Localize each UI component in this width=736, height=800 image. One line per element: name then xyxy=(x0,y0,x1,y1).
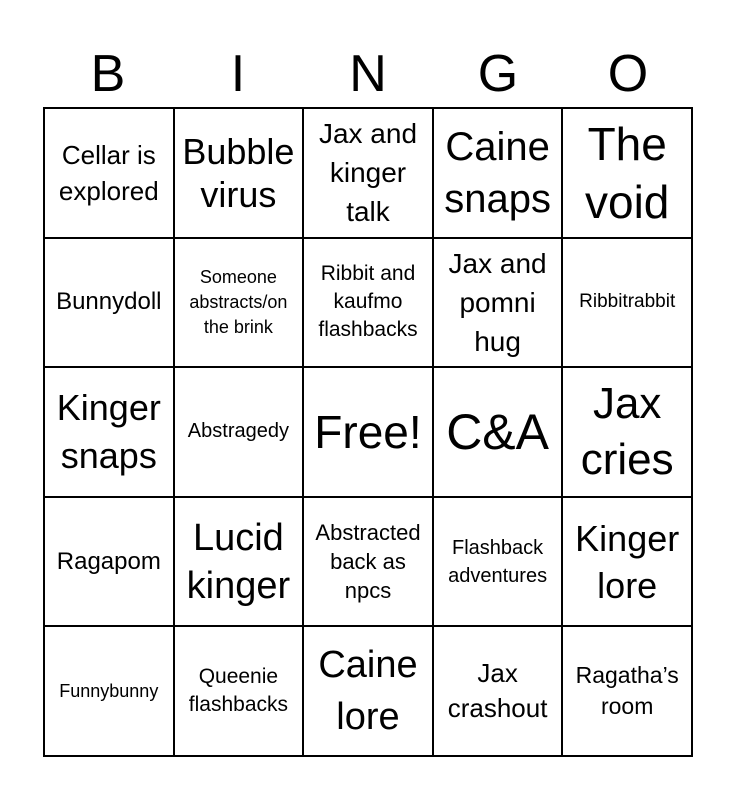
bingo-cell[interactable]: Jax crashout xyxy=(433,626,563,756)
header-letter-g: G xyxy=(477,45,519,103)
bingo-cell[interactable]: C&A xyxy=(433,367,563,497)
bingo-cell[interactable]: Cellar is explored xyxy=(44,108,174,238)
bingo-cell[interactable]: Funnybunny xyxy=(44,626,174,756)
bingo-header xyxy=(43,40,693,108)
bingo-cell[interactable]: Bunnydoll xyxy=(44,238,174,368)
bingo-cell[interactable]: Abstracted back as npcs xyxy=(303,497,433,627)
bingo-cell[interactable]: Caine lore xyxy=(303,626,433,756)
bingo-cell[interactable]: Jax cries xyxy=(562,367,692,497)
bingo-cell[interactable]: The void xyxy=(562,108,692,238)
header-letter-i: I xyxy=(230,45,246,103)
bingo-cell[interactable]: Caine snaps xyxy=(433,108,563,238)
bingo-cell[interactable]: Ragapom xyxy=(44,497,174,627)
bingo-cell[interactable]: Someone abstracts/on the brink xyxy=(174,238,304,368)
bingo-cell[interactable]: Kinger snaps xyxy=(44,367,174,497)
bingo-cell[interactable]: Lucid kinger xyxy=(174,497,304,627)
bingo-cell[interactable]: Queenie flashbacks xyxy=(174,626,304,756)
header-letter-n: N xyxy=(349,45,387,103)
bingo-cell[interactable]: Kinger lore xyxy=(562,497,692,627)
bingo-cell[interactable]: Flashback adventures xyxy=(433,497,563,627)
bingo-cell[interactable]: Jax and pomni hug xyxy=(433,238,563,368)
bingo-cell[interactable]: Jax and kinger talk xyxy=(303,108,433,238)
bingo-cell[interactable]: Bubble virus xyxy=(174,108,304,238)
header-letter-b: B xyxy=(90,45,126,103)
header-letter-o: O xyxy=(607,45,649,103)
bingo-cell[interactable]: Ribbitrabbit xyxy=(562,238,692,368)
bingo-cell[interactable]: Abstragedy xyxy=(174,367,304,497)
bingo-cell[interactable]: Free! xyxy=(303,367,433,497)
bingo-cell[interactable]: Ribbit and kaufmo flashbacks xyxy=(303,238,433,368)
bingo-cell[interactable]: Ragatha’s room xyxy=(562,626,692,756)
bingo-card xyxy=(43,107,693,757)
